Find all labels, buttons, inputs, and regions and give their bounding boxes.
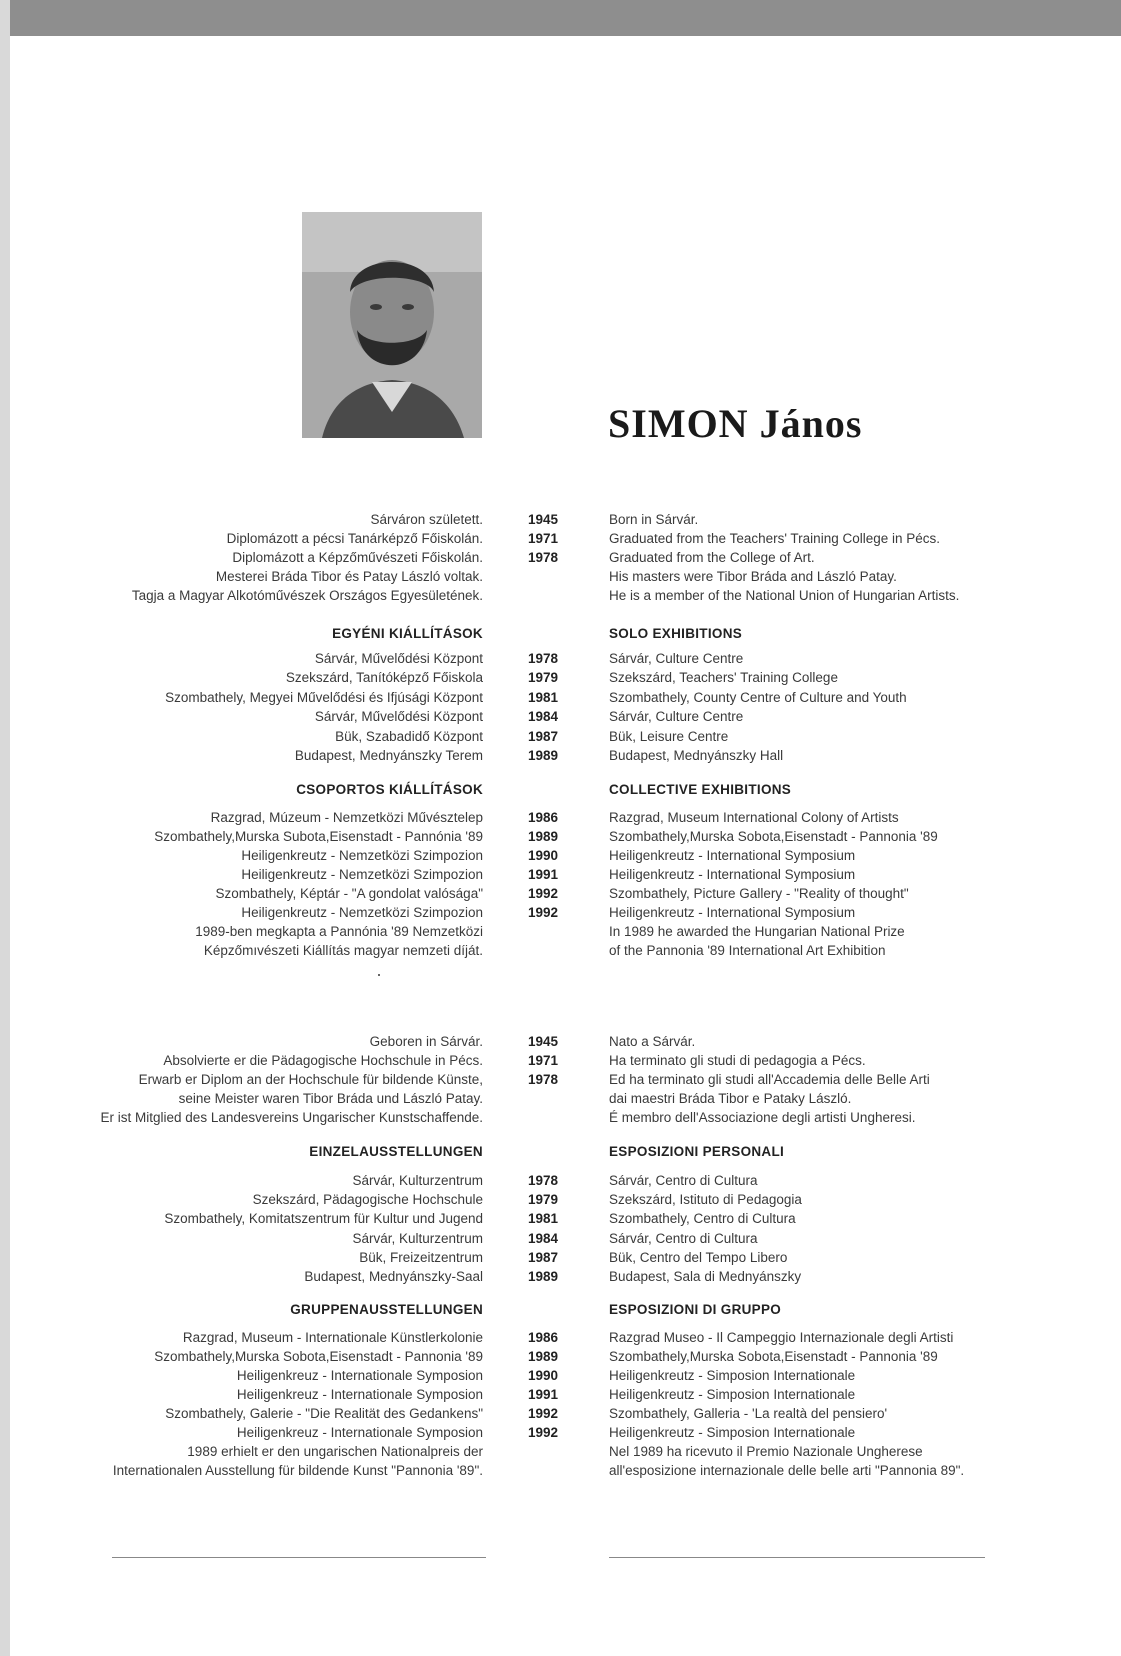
year: 1990 [528,848,559,863]
right-text: Heiligenkreutz - International Symposium [609,905,856,920]
group-row [0,1461,1121,1480]
bio-row [0,1051,1121,1070]
year: 1971 [528,1053,559,1068]
right-text: Szombathely, Picture Gallery - "Reality of thought" [609,886,909,901]
section-heading [0,624,1121,644]
heading-left: CSOPORTOS KIÁLLÍTÁSOK [296,782,483,797]
heading-right: SOLO EXHIBITIONS [609,626,743,641]
group-row [0,941,1121,960]
portrait-photo [302,212,482,438]
left-text: Szombathely,Murska Sobota,Eisenstadt - Pannonia '89 [154,1349,483,1364]
right-text: Bük, Leisure Centre [609,728,729,744]
group-row [0,808,1121,827]
solo-row [0,707,1121,726]
group-row [0,1347,1121,1366]
left-text: Heiligenkreutz - Nemzetközi Szimpozion [241,848,483,863]
right-text: Nato a Sárvár. [609,1034,696,1049]
group-row [0,1423,1121,1442]
left-text: Erwarb er Diplom an der Hochschule für bildende Künste, [138,1072,483,1087]
right-text: In 1989 he awarded the Hungarian National Prize [609,924,905,939]
left-text: Absolvierte er die Pädagogische Hochschule in Pécs. [163,1053,483,1068]
heading-right: ESPOSIZIONI DI GRUPPO [609,1302,782,1317]
solo-row [0,727,1121,746]
right-text: Sárvár, Culture Centre [609,709,744,725]
left-text: Tagja a Magyar Alkotóművészek Országos Egyesületének. [131,588,483,603]
left-text: seine Meister waren Tibor Bráda und László Patay. [178,1091,483,1106]
year: 1986 [528,810,559,825]
solo-row [0,668,1121,687]
solo-row [0,1171,1121,1190]
left-text: Budapest, Mednyánszky Terem [294,748,483,763]
left-text: Szekszárd, Tanítóképző Főiskola [285,670,483,686]
year: 1990 [528,1368,559,1383]
right-text: Heiligenkreutz - Simposion Internationale [609,1368,856,1383]
left-text: Szombathely, Képtár - "A gondolat valósága" [215,886,483,901]
right-text: Bük, Centro del Tempo Libero [609,1249,788,1265]
right-text: Budapest, Sala di Mednyánszky [609,1269,802,1284]
solo-row [0,1267,1121,1286]
solo-row [0,1229,1121,1248]
bottom-rule-right [609,1557,985,1558]
year: 1984 [528,709,559,725]
year: 1992 [528,1425,559,1440]
right-text: He is a member of the National Union of Hungarian Artists. [609,588,960,603]
group-row [0,846,1121,865]
left-text: Internationalen Ausstellung für bildende Kunst "Pannonia '89". [112,1463,483,1478]
left-text: Szombathely,Murska Subota,Eisenstadt - Pannónia '89 [154,829,483,844]
left-text: Geboren in Sárvár. [369,1034,483,1049]
group-row [0,1442,1121,1461]
left-text: Bük, Szabadidő Központ [335,728,483,744]
right-text: Szombathely, Centro di Cultura [609,1211,796,1227]
right-text: Szombathely, County Centre of Culture and Youth [609,689,907,705]
bottom-rule-left [112,1557,486,1558]
bio-row [0,567,1121,586]
stray-dot [378,974,380,976]
left-text: Heiligenkreutz - Nemzetközi Szimpozion [241,905,483,920]
group-row [0,1366,1121,1385]
year: 1981 [528,1211,559,1227]
group-row [0,884,1121,903]
right-text: dai maestri Bráda Tibor e Pataky László. [609,1091,852,1106]
solo-row [0,746,1121,765]
right-text: Nel 1989 ha ricevuto il Premio Nazionale Ungherese [609,1444,923,1459]
heading-left: EINZELAUSSTELLUNGEN [309,1144,483,1159]
year: 1991 [528,867,559,882]
right-text: all'esposizione internazionale delle belle arti "Pannonia 89". [609,1463,965,1478]
right-text: Sárvár, Culture Centre [609,651,744,666]
right-text: Heiligenkreutz - Simposion Internationale [609,1425,856,1440]
bio-row [0,1089,1121,1108]
year: 1991 [528,1387,559,1402]
left-text: Szombathely, Komitatszentrum für Kultur und Jugend [164,1211,483,1227]
left-text: Sárvár, Művelődési Központ [314,651,483,666]
solo-row [0,1209,1121,1228]
heading-left: GRUPPENAUSSTELLUNGEN [290,1302,483,1317]
left-text: 1989 erhielt er den ungarischen Nationalpreis der [187,1444,483,1459]
right-text: Heiligenkreutz - Simposion Internationale [609,1387,856,1402]
left-text: Mesterei Bráda Tibor és Patay László voltak. [215,569,483,584]
right-text: Razgrad, Museum International Colony of Artists [609,810,899,825]
bio-row [0,586,1121,605]
year: 1978 [528,1173,559,1188]
solo-row [0,1190,1121,1209]
left-text: Szombathely, Galerie - "Die Realität des Gedankens" [165,1406,483,1421]
right-text: Graduated from the Teachers' Training College in Pécs. [609,531,941,546]
right-text: Szombathely, Galleria - 'La realtà del pensiero' [609,1406,888,1421]
right-text: of the Pannonia '89 International Art Exhibition [609,943,886,958]
group-row [0,1404,1121,1423]
bio-row [0,548,1121,567]
right-text: His masters were Tibor Bráda and László Patay. [609,569,897,584]
year: 1987 [528,1249,559,1265]
year: 1986 [528,1330,559,1345]
left-text: Szombathely, Megyei Művelődési és Ifjúsági Központ [165,689,483,705]
bio-row [0,1108,1121,1127]
group-row [0,1328,1121,1347]
solo-row [0,688,1121,707]
year: 1979 [528,670,559,686]
year: 1945 [528,1034,559,1049]
year: 1989 [528,1349,559,1364]
left-text: Razgrad, Múzeum - Nemzetközi Művésztelep [210,810,483,825]
year: 1989 [528,829,559,844]
solo-row [0,649,1121,668]
group-row [0,903,1121,922]
year: 1984 [528,1230,559,1246]
top-band [0,0,1121,36]
left-text: Sárvár, Kulturzentrum [352,1230,483,1246]
year: 1992 [528,1406,559,1421]
heading-right: ESPOSIZIONI PERSONALI [609,1144,785,1159]
year: 1989 [528,748,559,763]
right-text: Born in Sárvár. [609,512,699,527]
year: 1945 [528,512,559,527]
right-text: Sárvár, Centro di Cultura [609,1173,758,1188]
group-row [0,827,1121,846]
group-row [0,865,1121,884]
left-text: Heiligenkreuz - Internationale Symposion [236,1387,483,1402]
right-text: Heiligenkreutz - International Symposium [609,867,856,882]
section-heading [0,780,1121,800]
right-text: Szombathely,Murska Sobota,Eisenstadt - Pannonia '89 [609,1349,938,1364]
left-text: Razgrad, Museum - Internationale Künstlerkolonie [182,1330,483,1345]
left-text: Sárváron született. [370,512,483,527]
right-text: Heiligenkreutz - International Symposium [609,848,856,863]
right-text: Budapest, Mednyánszky Hall [609,748,784,763]
year: 1979 [528,1192,559,1208]
year: 1981 [528,689,559,705]
bio-row [0,1032,1121,1051]
group-row [0,1385,1121,1404]
right-text: Graduated from the College of Art. [609,550,815,565]
right-text: Szombathely,Murska Sobota,Eisenstadt - Pannonia '89 [609,829,938,844]
right-text: Ha terminato gli studi di pedagogia a Pécs. [609,1053,866,1068]
artist-name: SIMON János [608,401,863,446]
right-text: É membro dell'Associazione degli artisti Ungheresi. [609,1110,916,1125]
year: 1971 [528,531,559,546]
year: 1989 [528,1269,559,1284]
left-text: Diplomázott a Képzőművészeti Főiskolán. [232,550,483,565]
year: 1992 [528,886,559,901]
left-text: Sárvár, Művelődési Központ [314,709,483,725]
left-text: Heiligenkreuz - Internationale Symposion [236,1425,483,1440]
left-text: Sárvár, Kulturzentrum [352,1173,483,1188]
left-text: Diplomázott a pécsi Tanárképző Főiskolán. [226,531,483,546]
bio-row [0,510,1121,529]
portrait-photo-icon [302,212,482,438]
heading-left: EGYÉNI KIÁLLÍTÁSOK [332,626,483,641]
section-heading [0,1142,1121,1162]
right-text: Szekszárd, Istituto di Pedagogia [609,1192,802,1208]
right-text: Ed ha terminato gli studi all'Accademia delle Belle Arti [609,1072,930,1087]
year: 1987 [528,728,559,744]
left-text: Szekszárd, Pädagogische Hochschule [252,1192,483,1208]
left-text: Heiligenkreuz - Internationale Symposion [236,1368,483,1383]
right-text: Sárvár, Centro di Cultura [609,1230,758,1246]
left-text: Budapest, Mednyánszky-Saal [304,1269,483,1284]
left-text: Er ist Mitglied des Landesvereins Ungarischer Kunstschaffende. [100,1110,483,1125]
left-text: Heiligenkreutz - Nemzetközi Szimpozion [241,867,483,882]
year: 1978 [528,651,559,666]
right-text: Razgrad Museo - Il Campeggio Internazionale degli Artisti [609,1330,954,1345]
year: 1978 [528,1072,559,1087]
year: 1992 [528,905,559,920]
left-text: Bük, Freizeitzentrum [359,1249,483,1265]
right-text: Szekszárd, Teachers' Training College [609,670,838,686]
bio-row [0,1070,1121,1089]
left-text: 1989-ben megkapta a Pannónia '89 Nemzetközi [195,924,483,939]
solo-row [0,1248,1121,1267]
bio-row [0,529,1121,548]
section-heading [0,1300,1121,1320]
left-text: Képzőmıvészeti Kiállítás magyar nemzeti díját. [203,943,483,958]
group-row [0,922,1121,941]
heading-right: COLLECTIVE EXHIBITIONS [609,782,792,797]
year: 1978 [528,550,559,565]
